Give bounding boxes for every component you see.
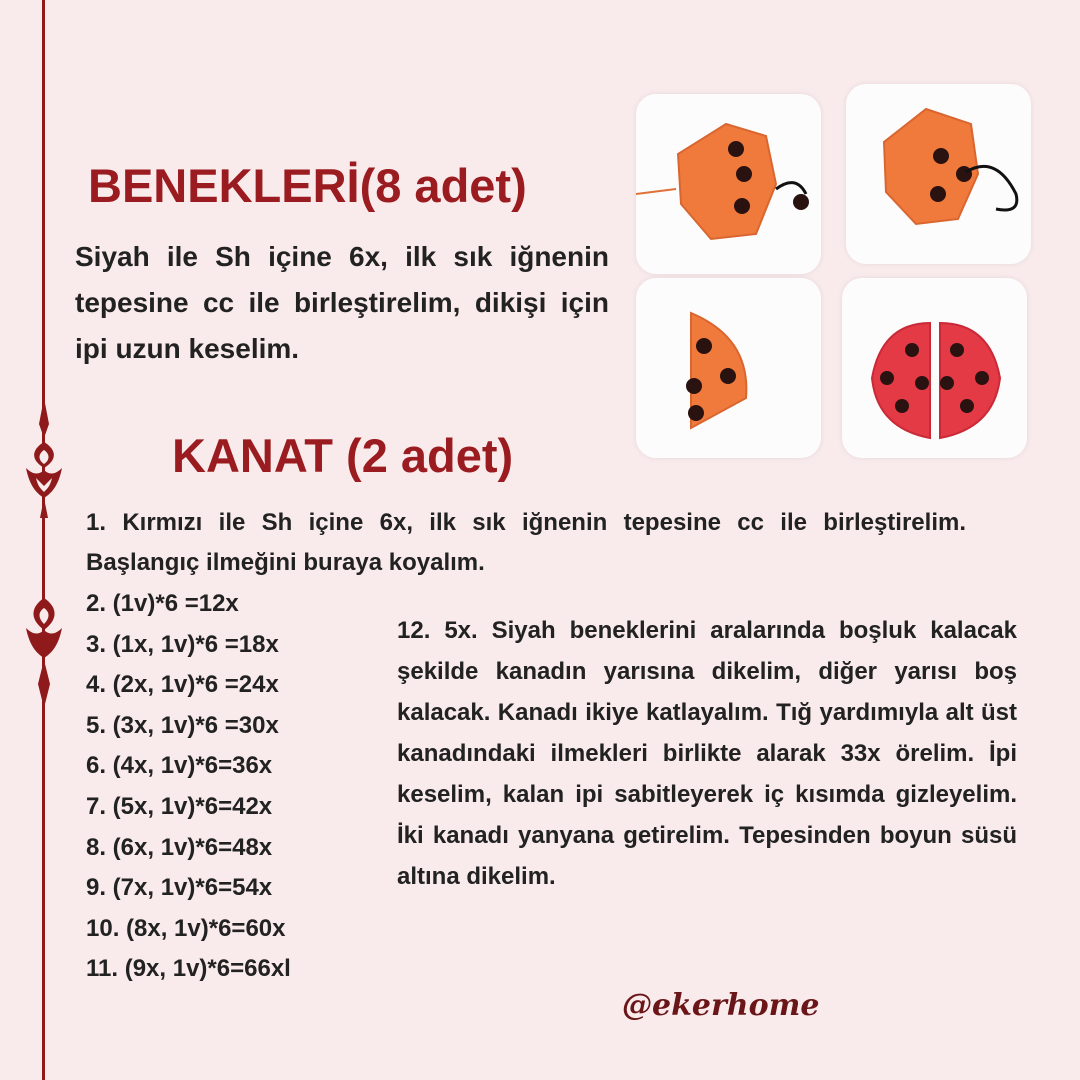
crochet-circle-spots-photo (636, 94, 821, 274)
wing-title: KANAT (2 adet) (172, 429, 514, 482)
crochet-ladybug-wings-photo (842, 278, 1027, 458)
wing-step: 4. (2x, 1v)*6 =24x (86, 671, 279, 699)
decorative-border-line (42, 0, 45, 1080)
spots-title: BENEKLERİ(8 adet) (88, 159, 527, 212)
wing-step: 6. (4x, 1v)*6=36x (86, 752, 273, 780)
wing-step: 2. (1v)*6 =12x (86, 590, 239, 617)
wing-step: 9. (7x, 1v)*6=54x (86, 874, 273, 902)
wing-step: 5. (3x, 1v)*6 =30x (86, 711, 279, 739)
ornament-icon (20, 398, 68, 518)
spots-instructions: Siyah ile Sh içine 6x, ilk sık iğnenin tepesine cc ile birleştirelim, dikişi için ipi uzun keselim. (75, 241, 609, 364)
crochet-folded-wing-photo (636, 278, 821, 458)
wing-steps-list (86, 584, 291, 990)
wing-step: 11. (9x, 1v)*6=66xl (86, 955, 291, 983)
wing-step: 3. (1x, 1v)*6 =18x (86, 630, 279, 658)
wing-step: 8. (6x, 1v)*6=48x (86, 833, 273, 861)
wing-step: 7. (5x, 1v)*6=42x (86, 792, 273, 820)
wing-step-1: 1. Kırmızı ile Sh içine 6x, ilk sık iğnenin tepesine cc ile birleştirelim. Başlangıç ilmeğini buraya koyalım. (86, 509, 966, 576)
ornament-icon (20, 598, 68, 708)
crochet-circle-spots-yarn-photo (846, 84, 1031, 264)
wing-step-12: 12. 5x. Siyah beneklerini aralarında boşluk kalacak şekilde kanadın yarısına dikelim, diğer yarısı boş kalacak. Kanadı ikiye katlayalım. Tığ yardımıyla alt üst kanadındaki ilmekleri birlikte alarak 33x örelim. İpi keselim, kalan ipi sabitleyerek iç kısımda gizleyelim. İki kanadı yanyana getirelim. Tepesinden boyun süsü altına dikelim. (397, 617, 1017, 890)
credit-handle: @ekerhome (622, 988, 820, 1023)
wing-step: 10. (8x, 1v)*6=60x (86, 914, 286, 942)
